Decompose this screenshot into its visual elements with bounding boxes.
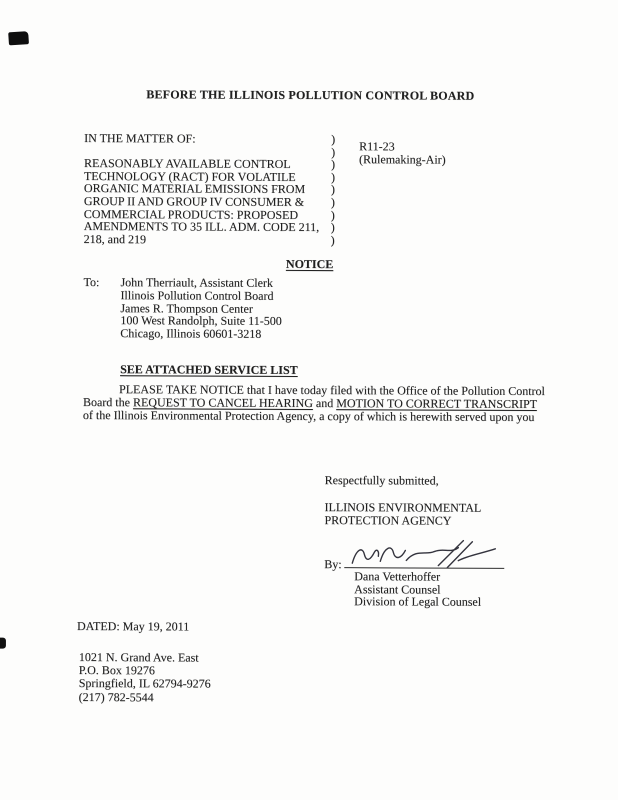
caption-line: IN THE MATTER OF: <box>84 131 196 146</box>
caption-paren: ) <box>330 169 336 184</box>
address-line: Springfield, IL 62794-9276 <box>78 676 211 691</box>
caption-paren: ) <box>330 207 335 222</box>
scan-artifact-top-left <box>8 31 29 45</box>
respectfully-submitted: Respectfully submitted, <box>324 473 439 488</box>
recipient-line: Illinois Pollution Control Board <box>120 287 274 303</box>
caption-line: COMMERCIAL PRODUCTS: PROPOSED <box>83 206 299 222</box>
recipient-line: Chicago, Illinois 60601-3218 <box>120 326 262 341</box>
service-list-text: SEE ATTACHED SERVICE LIST <box>120 362 298 377</box>
signature-rule <box>345 553 505 569</box>
agency-name-line: PROTECTION AGENCY <box>324 512 452 528</box>
docket-type: (Rulemaking-Air) <box>359 151 446 167</box>
caption-paren: ) <box>331 144 336 159</box>
dated-line: DATED: May 19, 2011 <box>76 618 190 634</box>
caption-line: REASONABLY AVAILABLE CONTROL <box>84 156 291 172</box>
service-list-note <box>120 363 298 376</box>
caption-paren: ) <box>330 195 335 210</box>
body-segment: and <box>312 395 337 411</box>
recipient-line: 100 West Randolph, Suite 11-500 <box>120 313 282 329</box>
docket-number: R11-23 <box>359 139 395 154</box>
docket-info <box>359 140 446 166</box>
agency-name <box>324 501 481 527</box>
address-line: (217) 782-5544 <box>78 689 154 704</box>
caption-paren-column <box>331 133 335 246</box>
by-label: By: <box>324 557 342 572</box>
notice-heading <box>1 257 618 272</box>
signer-title: Assistant Counsel <box>354 581 441 597</box>
caption-line: ORGANIC MATERIAL EMISSIONS FROM <box>83 181 306 197</box>
document-title: BEFORE THE ILLINOIS POLLUTION CONTROL BOARD <box>146 87 475 103</box>
recipient-line: John Therriault, Assistant Clerk <box>120 275 273 290</box>
signer-block <box>354 570 481 609</box>
case-caption <box>84 132 618 254</box>
body-segment-motion-underlined: MOTION TO CORRECT TRANSCRIPT <box>336 396 537 411</box>
body-segment-request-underlined: REQUEST TO CANCEL HEARING <box>132 395 313 410</box>
handwritten-signature <box>347 538 503 573</box>
scan-artifact-left-edge <box>0 638 6 649</box>
address-line: 1021 N. Grand Ave. East <box>78 649 199 665</box>
caption-line: AMENDMENTS TO 35 ILL. ADM. CODE 211, <box>83 219 320 235</box>
caption-paren: ) <box>330 182 335 197</box>
recipient-address <box>120 276 282 341</box>
recipient-block <box>83 276 282 341</box>
signer-title: Division of Legal Counsel <box>354 594 482 610</box>
sender-address <box>79 651 211 704</box>
body-segment: PLEASE TAKE NOTICE that I have today filed with the Office of the Pollution Control Board the <box>82 382 545 410</box>
caption-paren: ) <box>330 157 336 172</box>
address-line: P.O. Box 19276 <box>78 663 155 678</box>
caption-left-column <box>84 132 346 246</box>
caption-paren: ) <box>330 220 335 235</box>
caption-line: TECHNOLOGY (RACT) FOR VOLATILE <box>83 168 296 184</box>
notice-heading-text: NOTICE <box>285 256 334 272</box>
caption-line: 218, and 219 <box>83 231 147 247</box>
caption-paren: ) <box>331 132 336 147</box>
agency-name-line: ILLINOIS ENVIRONMENTAL <box>324 500 482 515</box>
notice-body-paragraph <box>83 383 547 424</box>
caption-line: GROUP II AND GROUP IV CONSUMER & <box>83 193 305 209</box>
to-label: To: <box>83 275 100 290</box>
signer-name: Dana Vetterhoffer <box>354 569 441 584</box>
caption-paren: ) <box>330 232 335 247</box>
recipient-line: James R. Thompson Center <box>120 300 253 316</box>
body-segment: of the Illinois Environmental Protection Agency, a copy of which is herewith served upon you <box>82 407 535 424</box>
